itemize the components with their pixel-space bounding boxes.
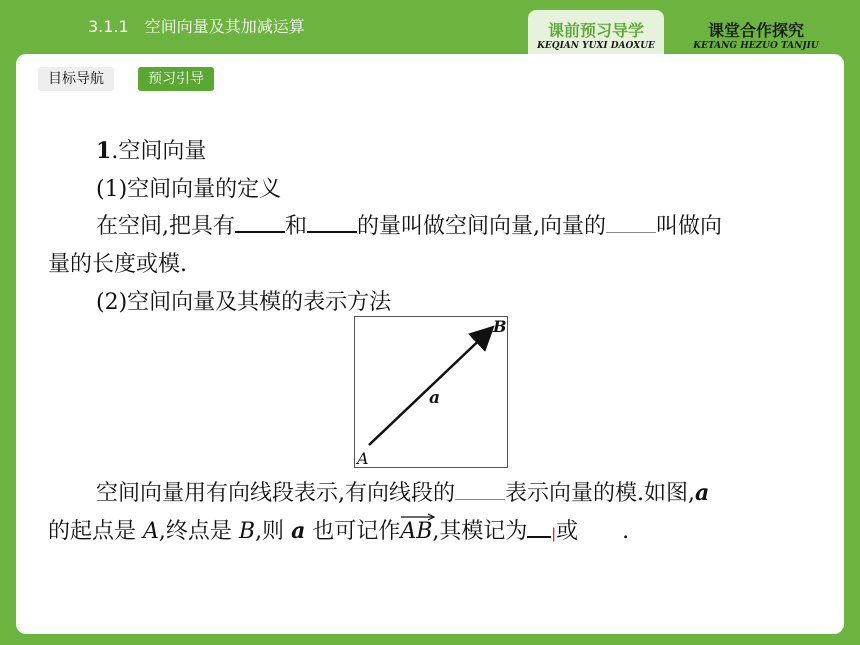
vector-AB: [400, 519, 432, 544]
paragraph-definition-line2: 量的长度或模.: [48, 252, 187, 277]
text-segment: ,则: [255, 519, 292, 544]
symbol-A: A: [143, 519, 159, 544]
section-heading: [96, 134, 206, 165]
vector-arrow: [369, 329, 491, 445]
heading-text: 空间向量: [118, 139, 207, 164]
text-segment: 也可记作: [305, 519, 401, 544]
red-cursor-mark: |: [551, 526, 557, 542]
vector-AB-label: AB: [400, 519, 433, 544]
text-segment: 叫做向: [656, 214, 723, 239]
text-segment: 空间向量用有向线段表示,有向线段的: [96, 481, 455, 506]
symbol-a-2: a: [291, 518, 306, 544]
text-segment: ,其模记为: [432, 519, 528, 544]
tab-preview-guide-pinyin: KEQIAN YUXI DAOXUE: [537, 41, 655, 51]
vector-figure: [354, 316, 508, 468]
blank-3: [606, 232, 656, 233]
symbol-a: a: [695, 480, 710, 506]
heading-dot: .: [111, 139, 119, 164]
heading-number: 1: [96, 138, 112, 164]
blank-1: [235, 231, 285, 233]
subtab-preview-guide[interactable]: 预习引导: [138, 67, 214, 91]
paragraph-representation-line1: [96, 476, 709, 507]
text-segment: .: [622, 519, 630, 544]
tab-class-exploration-label: 课堂合作探究: [707, 21, 804, 40]
symbol-B: B: [238, 519, 256, 544]
blank-2: [307, 231, 357, 233]
content-card: [16, 54, 844, 634]
vector-diagram-svg: [355, 317, 507, 467]
paragraph-definition-line1: [96, 209, 722, 240]
top-bar: [0, 0, 860, 52]
tab-class-exploration[interactable]: [676, 10, 836, 54]
text-segment: 的量叫做空间向量,向量的: [357, 214, 607, 239]
tab-preview-guide[interactable]: [528, 10, 664, 54]
tab-preview-guide-label: 课前预习导学: [547, 21, 644, 40]
text-segment: 和: [285, 214, 308, 239]
text-segment: 的起点是: [48, 519, 143, 544]
vector-arrow-overline: [400, 513, 436, 521]
text-segment: 在空间,把具有: [96, 214, 235, 239]
section-title: 3.1.1 空间向量及其加减运算: [88, 17, 305, 36]
label-end-point: B: [493, 317, 507, 336]
label-vector-a: a: [429, 388, 441, 408]
blank-5: [527, 536, 551, 538]
subtab-goal-navigation[interactable]: 目标导航: [38, 67, 114, 91]
text-segment: ,终点是: [158, 519, 239, 544]
subheading-definition: (1)空间向量的定义: [96, 177, 282, 202]
blank-4: [455, 499, 505, 500]
subheading-representation: (2)空间向量及其模的表示方法: [96, 290, 392, 315]
text-segment: 表示向量的模.如图,: [505, 481, 695, 506]
tab-class-exploration-pinyin: KETANG HEZUO TANJIU: [693, 41, 819, 51]
text-segment: 或: [556, 519, 579, 544]
paragraph-representation-line2: [48, 514, 629, 545]
label-start-point: A: [357, 449, 369, 467]
